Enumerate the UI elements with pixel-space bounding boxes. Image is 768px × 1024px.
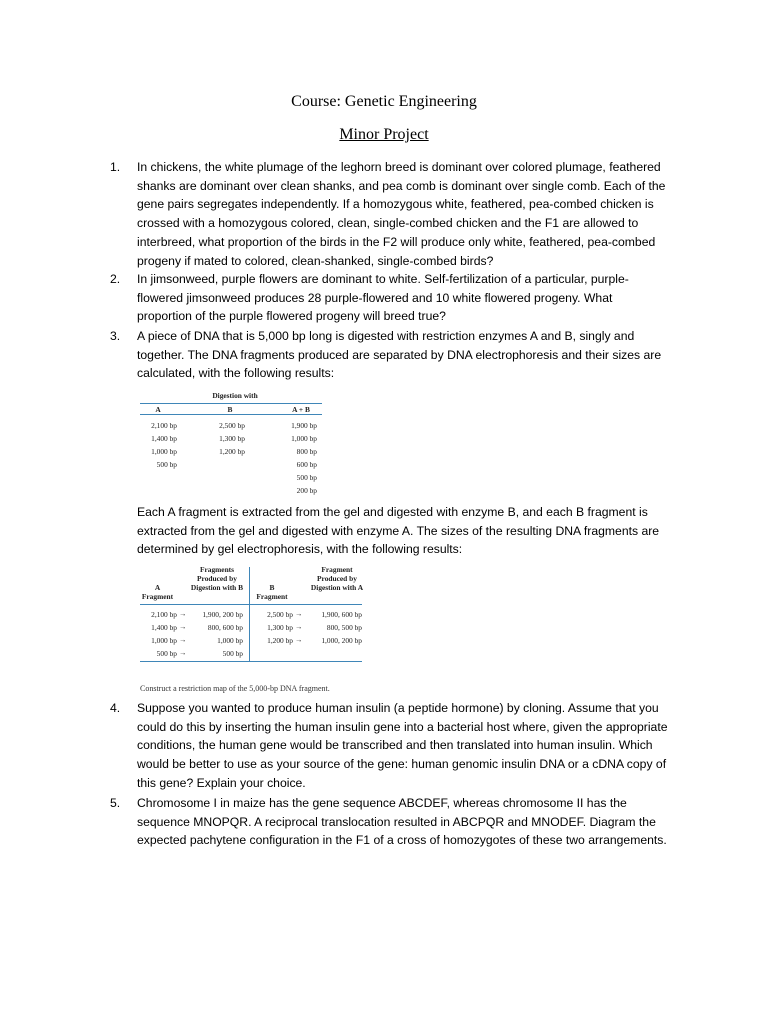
question-text: In jimsonweed, purple flowers are dominant to white. Self-fertilization of a particular, purple-flowered jimsonweed produces 28 purple-flowered and 10 white flowered progeny. What proportion of the purple flowered progeny will breed true? bbox=[137, 272, 629, 324]
table-cell: 1,900, 600 bp bbox=[321, 610, 362, 619]
course-title: Course: Genetic Engineering bbox=[291, 93, 477, 110]
table-rule bbox=[140, 403, 322, 404]
table-cell: 1,000 bp bbox=[151, 636, 177, 645]
table-group-header: Digestion with bbox=[212, 391, 258, 400]
fragment-table bbox=[140, 564, 365, 664]
table-rule bbox=[140, 661, 362, 662]
table-rule bbox=[140, 604, 362, 605]
arrow-icon: → bbox=[295, 635, 303, 644]
arrow-icon: → bbox=[179, 648, 187, 657]
table-cell: 1,400 bp bbox=[151, 623, 177, 632]
table-cell: 1,300 bp bbox=[219, 434, 245, 443]
table-cell: 1,000 bp bbox=[291, 434, 317, 443]
question-number: 1. bbox=[110, 160, 121, 174]
arrow-icon: → bbox=[179, 622, 187, 631]
fragment-paragraph: Each A fragment is extracted from the gel and digested with enzyme B, and each B fragment is extracted from the gel and digested with enzyme A. The sizes of the resulting DNA fragments are determined by gel electrophoresis, with the following results: bbox=[137, 505, 660, 557]
question-number: 5. bbox=[110, 796, 121, 810]
table-cell: 2,100 bp bbox=[151, 610, 177, 619]
table-header-b: B bbox=[227, 405, 233, 414]
question-number: 2. bbox=[110, 272, 121, 286]
question-number: 3. bbox=[110, 329, 121, 343]
table-cell: 500 bp bbox=[156, 460, 177, 469]
table-cell: 800, 500 bp bbox=[326, 623, 362, 632]
question-number: 4. bbox=[110, 701, 121, 715]
table-cell: 800 bp bbox=[296, 447, 317, 456]
question-text: In chickens, the white plumage of the leghorn breed is dominant over colored plumage, feathered shanks are dominant over clean shanks, and pea comb is dominant over single comb. Each of the gene pairs segregates independently. If a homozygous white, feathered, pea-combed chicken is crossed with a homozygous colored, clean, single-combed chicken and the F1 are allowed to interbreed, what proportion of the birds in the F2 will produce only white, feathered, pea-combed progeny if mated to colored, clean-shanked, single-combed birds? bbox=[137, 160, 666, 268]
table-cell: 1,000 bp bbox=[217, 636, 243, 645]
table-cell: 1,900, 200 bp bbox=[202, 610, 243, 619]
table-header-produced-a: Fragment Produced by Digestion with A bbox=[310, 565, 364, 592]
table-caption: Construct a restriction map of the 5,000-bp DNA fragment. bbox=[140, 684, 330, 693]
table-cell: 1,300 bp bbox=[267, 623, 293, 632]
arrow-icon: → bbox=[179, 609, 187, 618]
table-cell: 200 bp bbox=[296, 486, 317, 495]
table-cell: 500 bp bbox=[156, 649, 177, 658]
table-cell: 500 bp bbox=[296, 473, 317, 482]
table-cell: 1,400 bp bbox=[151, 434, 177, 443]
arrow-icon: → bbox=[295, 622, 303, 631]
table-header-produced-b: Fragments Produced by Digestion with B bbox=[190, 565, 244, 592]
table-header-ab: A + B bbox=[292, 405, 310, 414]
project-title: Minor Project bbox=[339, 126, 429, 143]
table-cell: 600 bp bbox=[296, 460, 317, 469]
table-cell: 1,000 bp bbox=[151, 447, 177, 456]
digestion-table bbox=[140, 388, 325, 498]
table-header-a: A bbox=[155, 405, 161, 414]
table-cell: 1,200 bp bbox=[219, 447, 245, 456]
table-cell: 1,200 bp bbox=[267, 636, 293, 645]
arrow-icon: → bbox=[295, 609, 303, 618]
table-rule bbox=[140, 414, 322, 415]
table-cell: 800, 600 bp bbox=[207, 623, 243, 632]
question-text: A piece of DNA that is 5,000 bp long is digested with restriction enzymes A and B, singly and together. The DNA fragments produced are separated by DNA electrophoresis and their sizes are calculated, with the following results: bbox=[137, 329, 662, 381]
table-cell: 2,500 bp bbox=[267, 610, 293, 619]
question-text: Suppose you wanted to produce human insulin (a peptide hormone) by cloning. Assume that you could do this by inserting the human insulin gene into a bacterial host where, given the appropriate conditions, the human gene would be transcribed and then translated into human insulin. Which would be better to use as your source of the gene: human genomic insulin DNA or a cDNA copy of this gene? Explain your choice. bbox=[137, 701, 668, 790]
table-header-a-fragment: A Fragment bbox=[141, 583, 174, 601]
table-cell: 1,900 bp bbox=[291, 421, 317, 430]
table-cell: 2,500 bp bbox=[219, 421, 245, 430]
table-cell: 2,100 bp bbox=[151, 421, 177, 430]
table-divider bbox=[249, 567, 250, 661]
table-header-b-fragment: B Fragment bbox=[256, 583, 288, 601]
table-cell: 1,000, 200 bp bbox=[321, 636, 362, 645]
arrow-icon: → bbox=[179, 635, 187, 644]
table-cell: 500 bp bbox=[222, 649, 243, 658]
question-text: Chromosome I in maize has the gene sequence ABCDEF, whereas chromosome II has the sequence MNOPQR. A reciprocal translocation resulted in ABCPQR and MNODEF. Diagram the expected pachytene configuration in the F1 of a cross of homozygotes of these two arrangements. bbox=[137, 796, 667, 848]
